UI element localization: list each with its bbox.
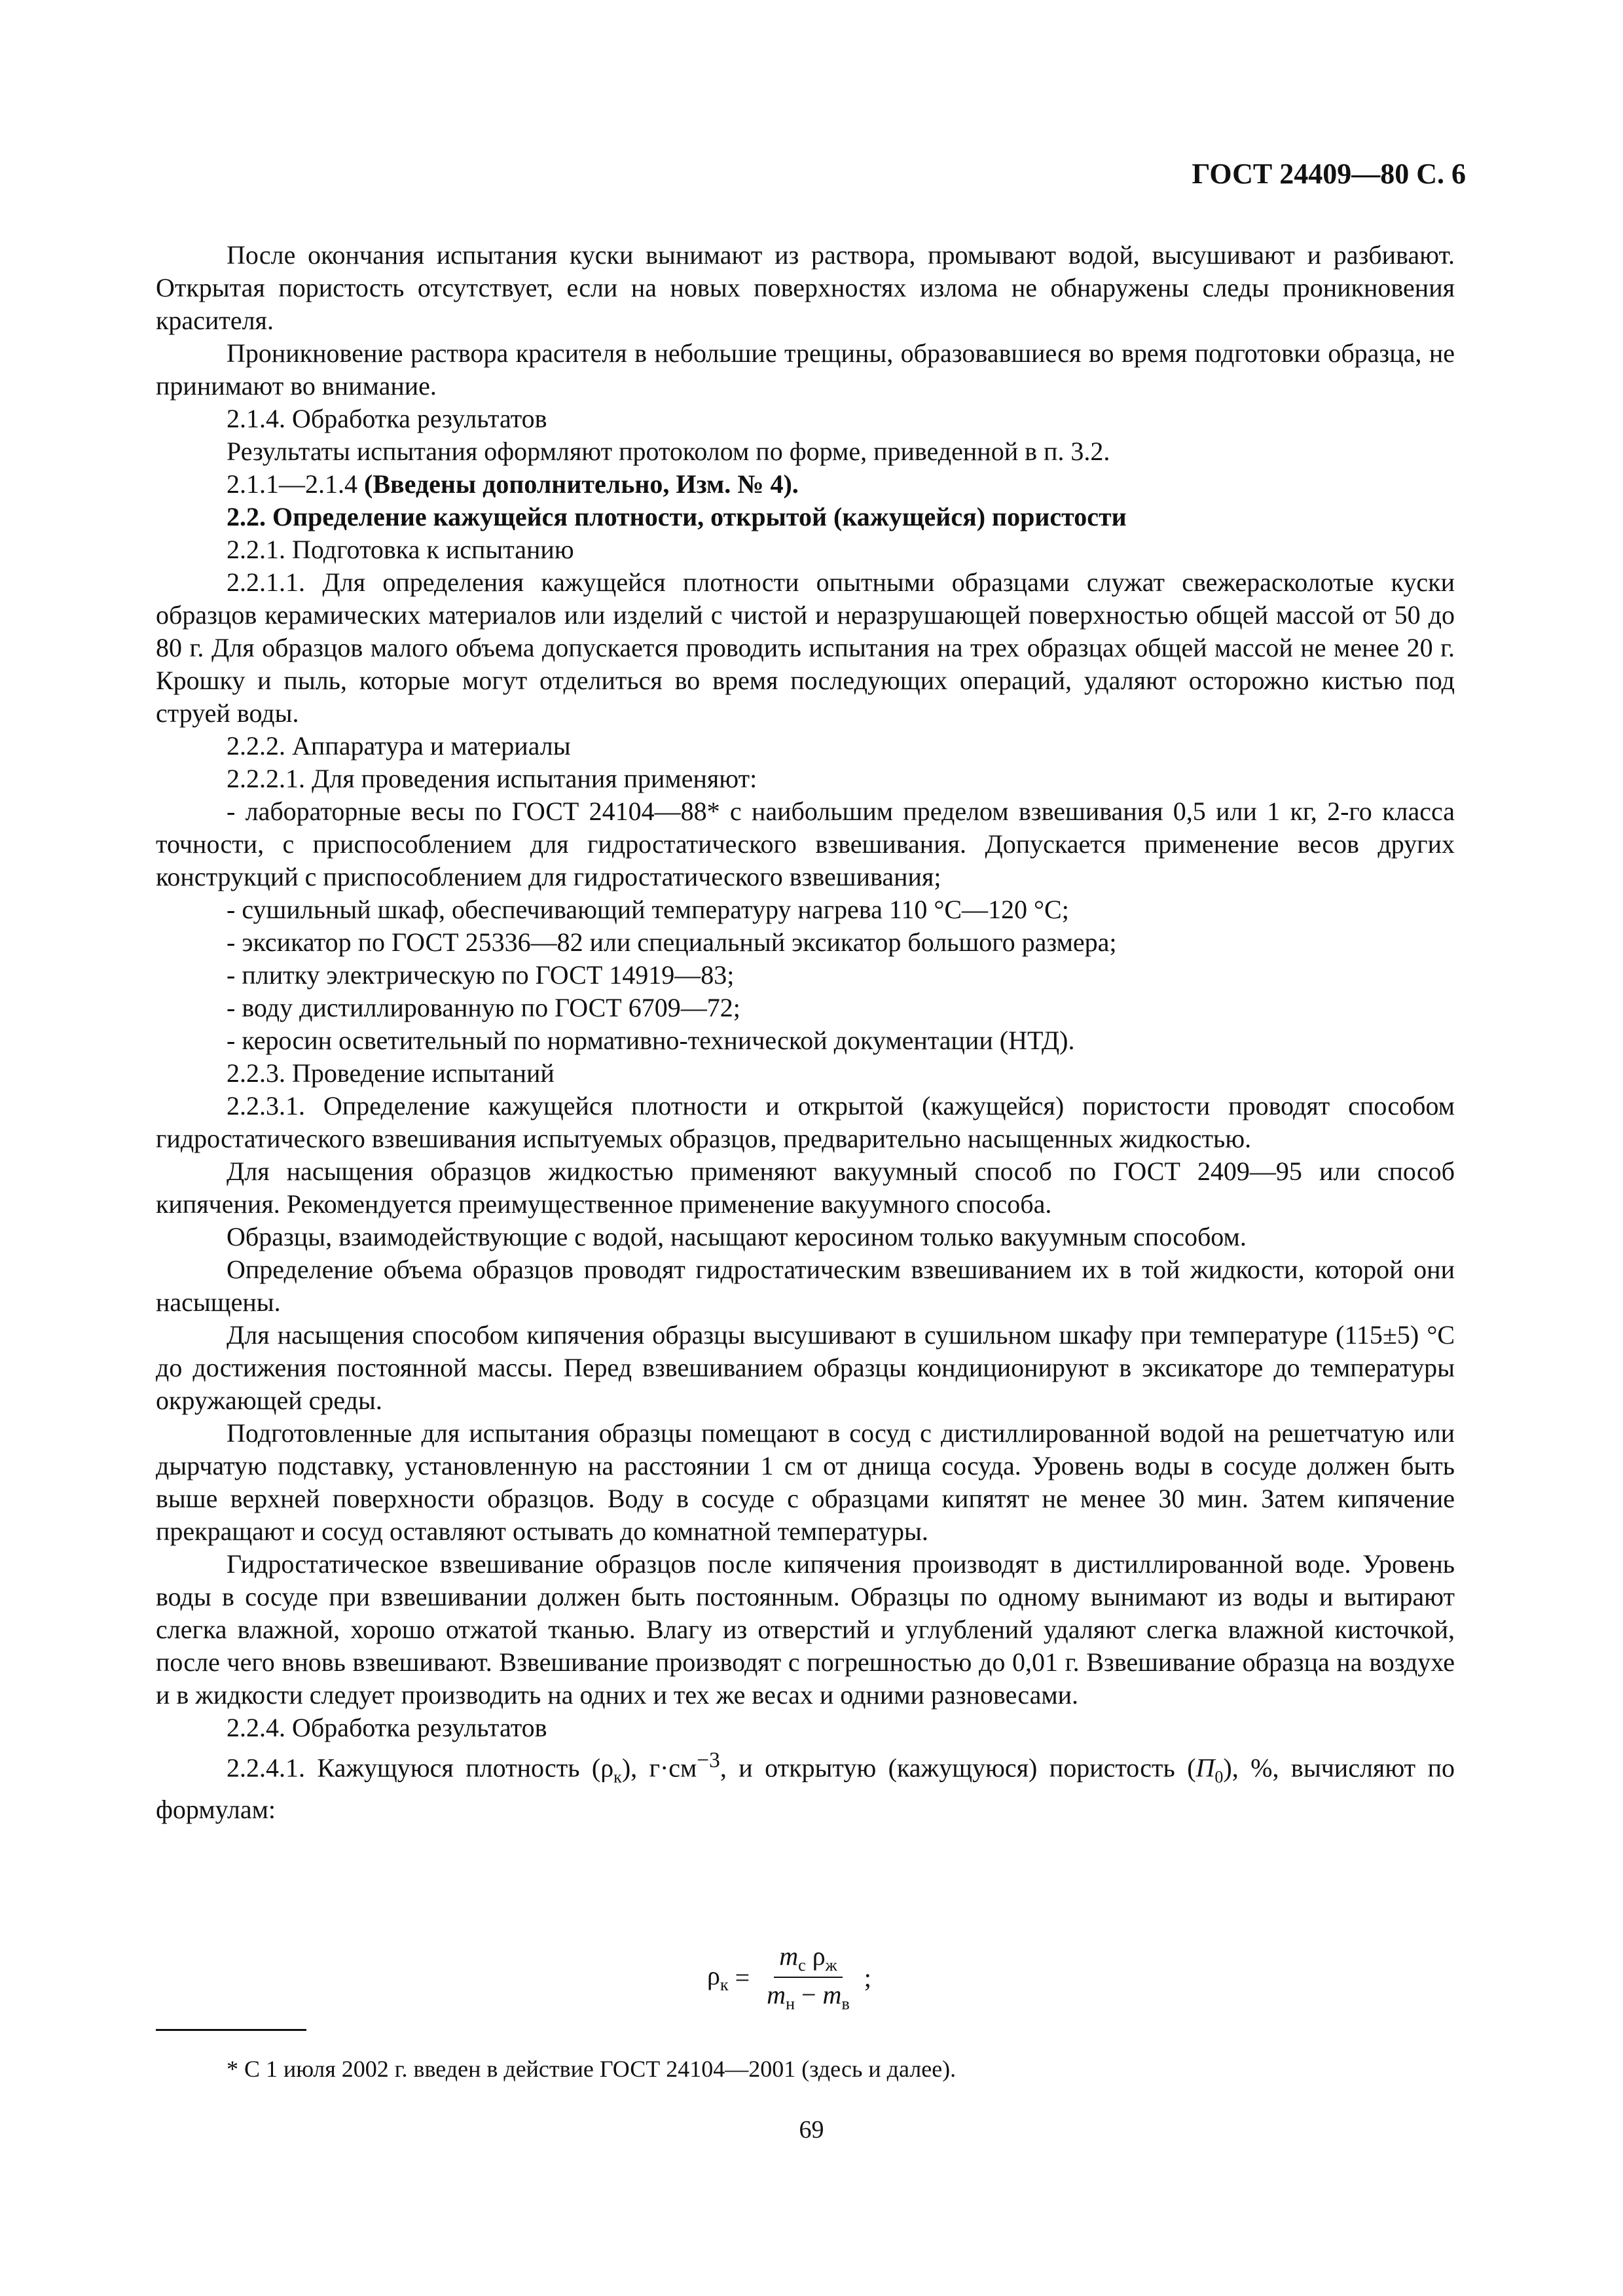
paragraph: Для насыщения образцов жидкостью применяют вакуумный способ по ГОСТ 2409—95 или способ кипячения. Рекомендуется преимущественное применение вакуумного способа. [156, 1157, 1455, 1219]
paragraph: 2.2.1.1. Для определения кажущейся плотности опытными образцами служат свежерасколотые куски образцов керамических материалов или изделий с чистой и неразрушающей поверхностью общей массой от 50 до 80 г. Для образцов малого объема допускается проводить испытания на трех образцах общей массой не менее 20 г. Крошку и пыль, которые могут отделиться во время последующих операций, удаляют осторожно кистью под струей воды. [156, 567, 1455, 728]
list-item: - керосин осветительный по нормативно-технической документации (НТД). [227, 1026, 1075, 1055]
paragraph: После окончания испытания куски вынимают из раствора, промывают водой, высушивают и разбивают. Открытая пористость отсутствует, если на новых поверхностях излома не обнаружены следы проникновения красителя. [156, 240, 1455, 335]
paragraph: Для насыщения способом кипячения образцы высушивают в сушильном шкафу при температуре (115±5) °С до достижения постоянной массы. Перед взвешиванием образцы кондиционируют в эксикаторе до температуры окружающей среды. [156, 1320, 1455, 1415]
page-number: 69 [799, 2116, 824, 2144]
section-heading: 2.2.1. Подготовка к испытанию [227, 535, 574, 564]
section-heading: 2.2.4. Обработка результатов [227, 1713, 547, 1742]
paragraph: Образцы, взаимодействующие с водой, насыщают керосином только вакуумным способом. [227, 1222, 1247, 1251]
list-item: - плитку электрическую по ГОСТ 14919—83; [227, 960, 735, 990]
section-title: 2.2. Определение кажущейся плотности, открытой (кажущейся) пористости [227, 502, 1127, 531]
document-body [156, 239, 1455, 1826]
footnote: * С 1 июля 2002 г. введен в действие ГОСТ 24104—2001 (здесь и далее). [227, 2056, 957, 2082]
formula-lhs: $\rho_к$ [707, 1960, 729, 1994]
list-item: - сушильный шкаф, обеспечивающий температуру нагрева 110 °С—120 °С; [227, 895, 1069, 924]
paragraph: Результаты испытания оформляют протоколом по форме, приведенной в п. 3.2. [227, 437, 1110, 466]
section-heading: 2.2.3. Проведение испытаний [227, 1058, 555, 1088]
paragraph: Определение объема образцов проводят гидростатическим взвешиванием их в той жидкости, которой они насыщены. [156, 1255, 1455, 1317]
density-formula [707, 1941, 871, 2014]
formula-terminator: ; [864, 1962, 871, 1992]
formula-fraction [761, 1941, 855, 2014]
list-item: - эксикатор по ГОСТ 25336—82 или специальный эксикатор большого размера; [227, 927, 1117, 957]
amendment-note [156, 468, 1455, 501]
formula-denominator: $m_н - m_в$ [767, 1980, 850, 2013]
paragraph: Гидростатическое взвешивание образцов после кипячения производят в дистиллированной воде. Уровень воды в сосуде при взвешивании должен быть постоянным. Образцы по одному вынимают из воды и вытирают слегка влажной, хорошо отжатой тканью. Влагу из отверстий и углублений удаляют слегка влажной кисточкой, после чего вновь взвешивают. Взвешивание производят с погрешностью до 0,01 г. Взвешивание образца на воздухе и в жидкости следует производить на одних и тех же весах и одними разновесами. [156, 1549, 1455, 1710]
paragraph: 2.2.2.1. Для проведения испытания применяют: [227, 764, 757, 793]
footnote-divider [156, 2029, 306, 2031]
formula-equals: = [735, 1962, 750, 1992]
list-item: - воду дистиллированную по ГОСТ 6709—72; [227, 993, 740, 1022]
amendment-text: (Введены дополнительно, Изм. № 4). [364, 469, 799, 499]
amendment-range: 2.1.1—2.1.4 [227, 469, 357, 499]
paragraph: Проникновение раствора красителя в небольшие трещины, образовавшиеся во время подготовки образца, не принимают во внимание. [156, 338, 1455, 401]
list-item: - лабораторные весы по ГОСТ 24104—88* с наибольшим пределом взвешивания 0,5 или 1 кг, 2-го класса точности, с приспособлением для гидростатического взвешивания. Допускается применение весов других конструкций с приспособлением для гидростатического взвешивания; [156, 797, 1455, 891]
section-heading: 2.2.2. Аппаратура и материалы [227, 731, 571, 761]
paragraph: Подготовленные для испытания образцы помещают в сосуд с дистиллированной водой на решетчатую или дырчатую подставку, установленную на расстоянии 1 см от днища сосуда. Уровень воды в сосуде должен быть выше верхней поверхности образцов. Воду в сосуде с образцами кипятят не менее 30 мин. Затем кипячение прекращают и сосуд оставляют остывать до комнатной температуры. [156, 1418, 1455, 1546]
formula-numerator: $m_с$ $\rho_ж$ [774, 1941, 842, 1978]
page-header: ГОСТ 24409—80 С. 6 [1192, 158, 1466, 190]
formula-intro: 2.2.4.1. Кажущуюся плотность $(\rho_к)$, $г\cdot см^{-3}$, и открытую (кажущуюся) пористость $(П_0)$, %, вычисляют по формулам: [156, 1748, 1455, 1825]
paragraph: 2.2.3.1. Определение кажущейся плотности и открытой (кажущейся) пористости проводят способом гидростатического взвешивания испытуемых образцов, предварительно насыщенных жидкостью. [156, 1091, 1455, 1153]
section-heading: 2.1.4. Обработка результатов [227, 404, 547, 433]
